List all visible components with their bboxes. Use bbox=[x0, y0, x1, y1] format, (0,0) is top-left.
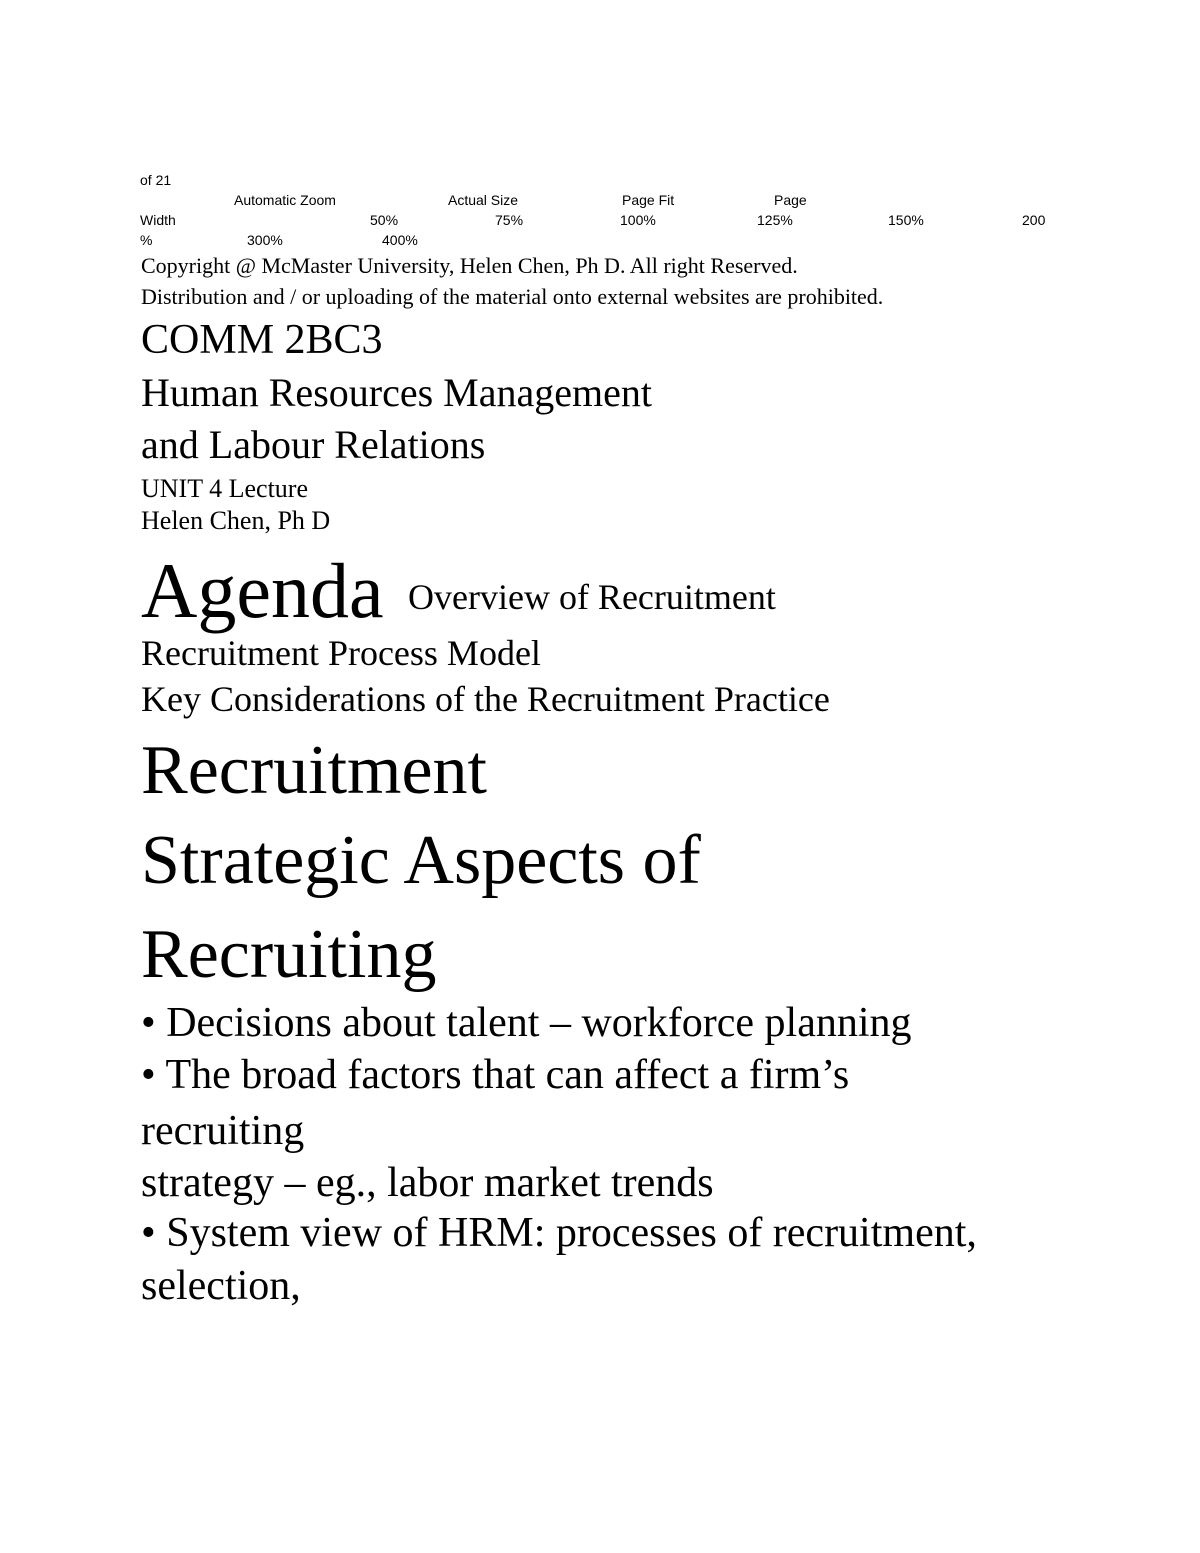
agenda-heading: Agenda bbox=[141, 547, 384, 634]
bullet-line: recruiting bbox=[141, 1108, 305, 1154]
author-name: Helen Chen, Ph D bbox=[141, 506, 331, 535]
zoom-150-option[interactable]: 150% bbox=[888, 212, 924, 228]
slide-title-line-1: Strategic Aspects of bbox=[141, 822, 701, 899]
zoom-automatic-option[interactable]: Automatic Zoom bbox=[234, 192, 336, 208]
bullet-line: strategy – eg., labor market trends bbox=[141, 1160, 714, 1206]
unit-label: UNIT 4 Lecture bbox=[141, 474, 309, 503]
course-title-line-1: Human Resources Management bbox=[141, 370, 652, 415]
zoom-actual-size-option[interactable]: Actual Size bbox=[448, 192, 519, 208]
zoom-page-fit-option[interactable]: Page Fit bbox=[622, 192, 675, 208]
course-title-line-2: and Labour Relations bbox=[141, 422, 486, 467]
agenda-item: Overview of Recruitment bbox=[408, 577, 776, 617]
zoom-300-option[interactable]: 300% bbox=[247, 232, 283, 248]
zoom-page-width-option-part1[interactable]: Page bbox=[774, 192, 807, 208]
agenda-item: Recruitment Process Model bbox=[141, 633, 541, 673]
copyright-notice: Copyright @ McMaster University, Helen Chen, Ph D. All right Reserved. bbox=[141, 253, 798, 278]
agenda-item: Key Considerations of the Recruitment Practice bbox=[141, 679, 830, 719]
zoom-page-width-option-part2[interactable]: Width bbox=[140, 212, 176, 228]
course-code: COMM 2BC3 bbox=[141, 317, 383, 363]
bullet-line: • The broad factors that can affect a firm’s bbox=[141, 1052, 850, 1098]
slide-title-line-2: Recruiting bbox=[141, 916, 437, 993]
section-title: Recruitment bbox=[141, 732, 488, 809]
bullet-line: • Decisions about talent – workforce planning bbox=[141, 1000, 912, 1046]
zoom-125-option[interactable]: 125% bbox=[757, 212, 793, 228]
zoom-75-option[interactable]: 75% bbox=[495, 212, 524, 228]
zoom-50-option[interactable]: 50% bbox=[370, 212, 399, 228]
distribution-notice: Distribution and / or uploading of the material onto external websites are prohibited. bbox=[141, 284, 884, 309]
bullet-line: • System view of HRM: processes of recruitment, bbox=[141, 1210, 977, 1256]
bullet-line: selection, bbox=[141, 1263, 301, 1309]
zoom-400-option[interactable]: 400% bbox=[382, 232, 418, 248]
zoom-100-option[interactable]: 100% bbox=[620, 212, 656, 228]
zoom-200-option-part1[interactable]: 200 bbox=[1022, 212, 1046, 228]
page-count: of 21 bbox=[140, 172, 172, 188]
zoom-200-option-part2[interactable]: % bbox=[140, 232, 153, 248]
